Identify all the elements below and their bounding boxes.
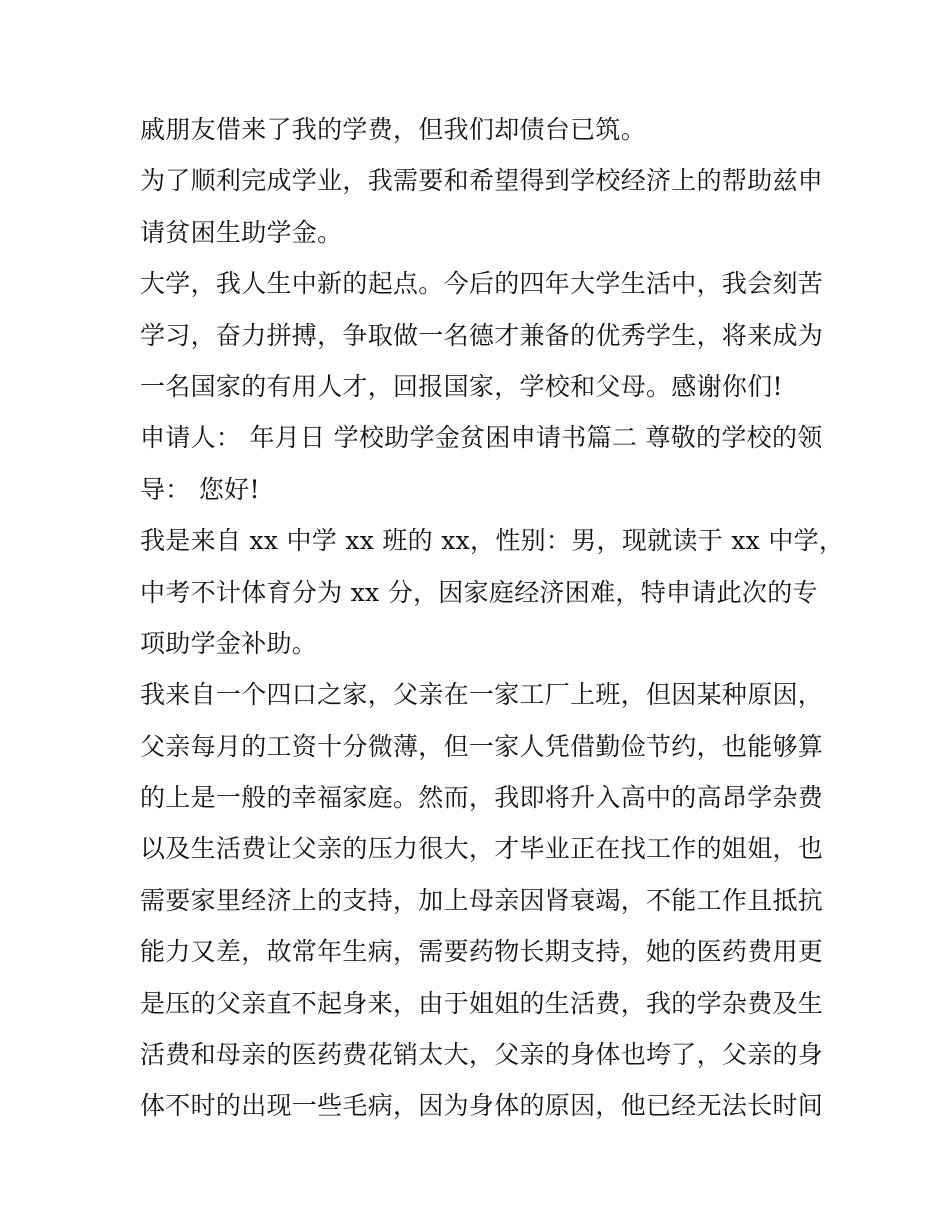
- text-line: 我来自一个四口之家，父亲在一家工厂上班，但因某种原因，: [140, 680, 824, 710]
- text-line: 导： 您好!: [140, 474, 260, 504]
- text-line: 为了顺利完成学业，我需要和希望得到学校经济上的帮助兹申: [140, 166, 824, 196]
- text-line: 能力又差，故常年生病，需要药物长期支持，她的医药费用更: [140, 937, 824, 967]
- text-line: 项助学金补助。: [140, 628, 318, 658]
- text-line: 是压的父亲直不起身来，由于姐姐的生活费，我的学杂费及生: [140, 988, 824, 1018]
- text-line: 申请人： 年月日 学校助学金贫困申请书篇二 尊敬的学校的领: [140, 423, 823, 453]
- text-line: 一名国家的有用人才，回报国家，学校和父母。感谢你们!: [140, 371, 783, 401]
- text-line: 的上是一般的幸福家庭。然而，我即将升入高中的高昂学杂费: [140, 783, 824, 813]
- text-line: 学习，奋力拼搏，争取做一名德才兼备的优秀学生，将来成为: [140, 320, 824, 350]
- text-line: 父亲每月的工资十分微薄，但一家人凭借勤俭节约，也能够算: [140, 731, 824, 761]
- text-line: 活费和母亲的医药费花销太大，父亲的身体也垮了，父亲的身: [140, 1040, 824, 1070]
- document-body: [140, 104, 845, 1132]
- text-line: 戚朋友借来了我的学费，但我们却债台已筑。: [140, 115, 647, 144]
- text-line: 需要家里经济上的支持，加上母亲因肾衰竭，不能工作且抵抗: [140, 885, 824, 915]
- text-line: 我是来自 xx 中学 xx 班的 xx，性别：男，现就读于 xx 中学，: [140, 526, 845, 556]
- text-line: 体不时的出现一些毛病，因为身体的原因，他已经无法长时间: [140, 1091, 824, 1121]
- text-line: 大学，我人生中新的起点。今后的四年大学生活中，我会刻苦: [140, 269, 824, 299]
- text-line: 中考不计体育分为 xx 分，因家庭经济困难，特申请此次的专: [140, 577, 818, 607]
- text-line: 以及生活费让父亲的压力很大，才毕业正在找工作的姐姐，也: [140, 834, 824, 864]
- text-line: 请贫困生助学金。: [140, 217, 343, 247]
